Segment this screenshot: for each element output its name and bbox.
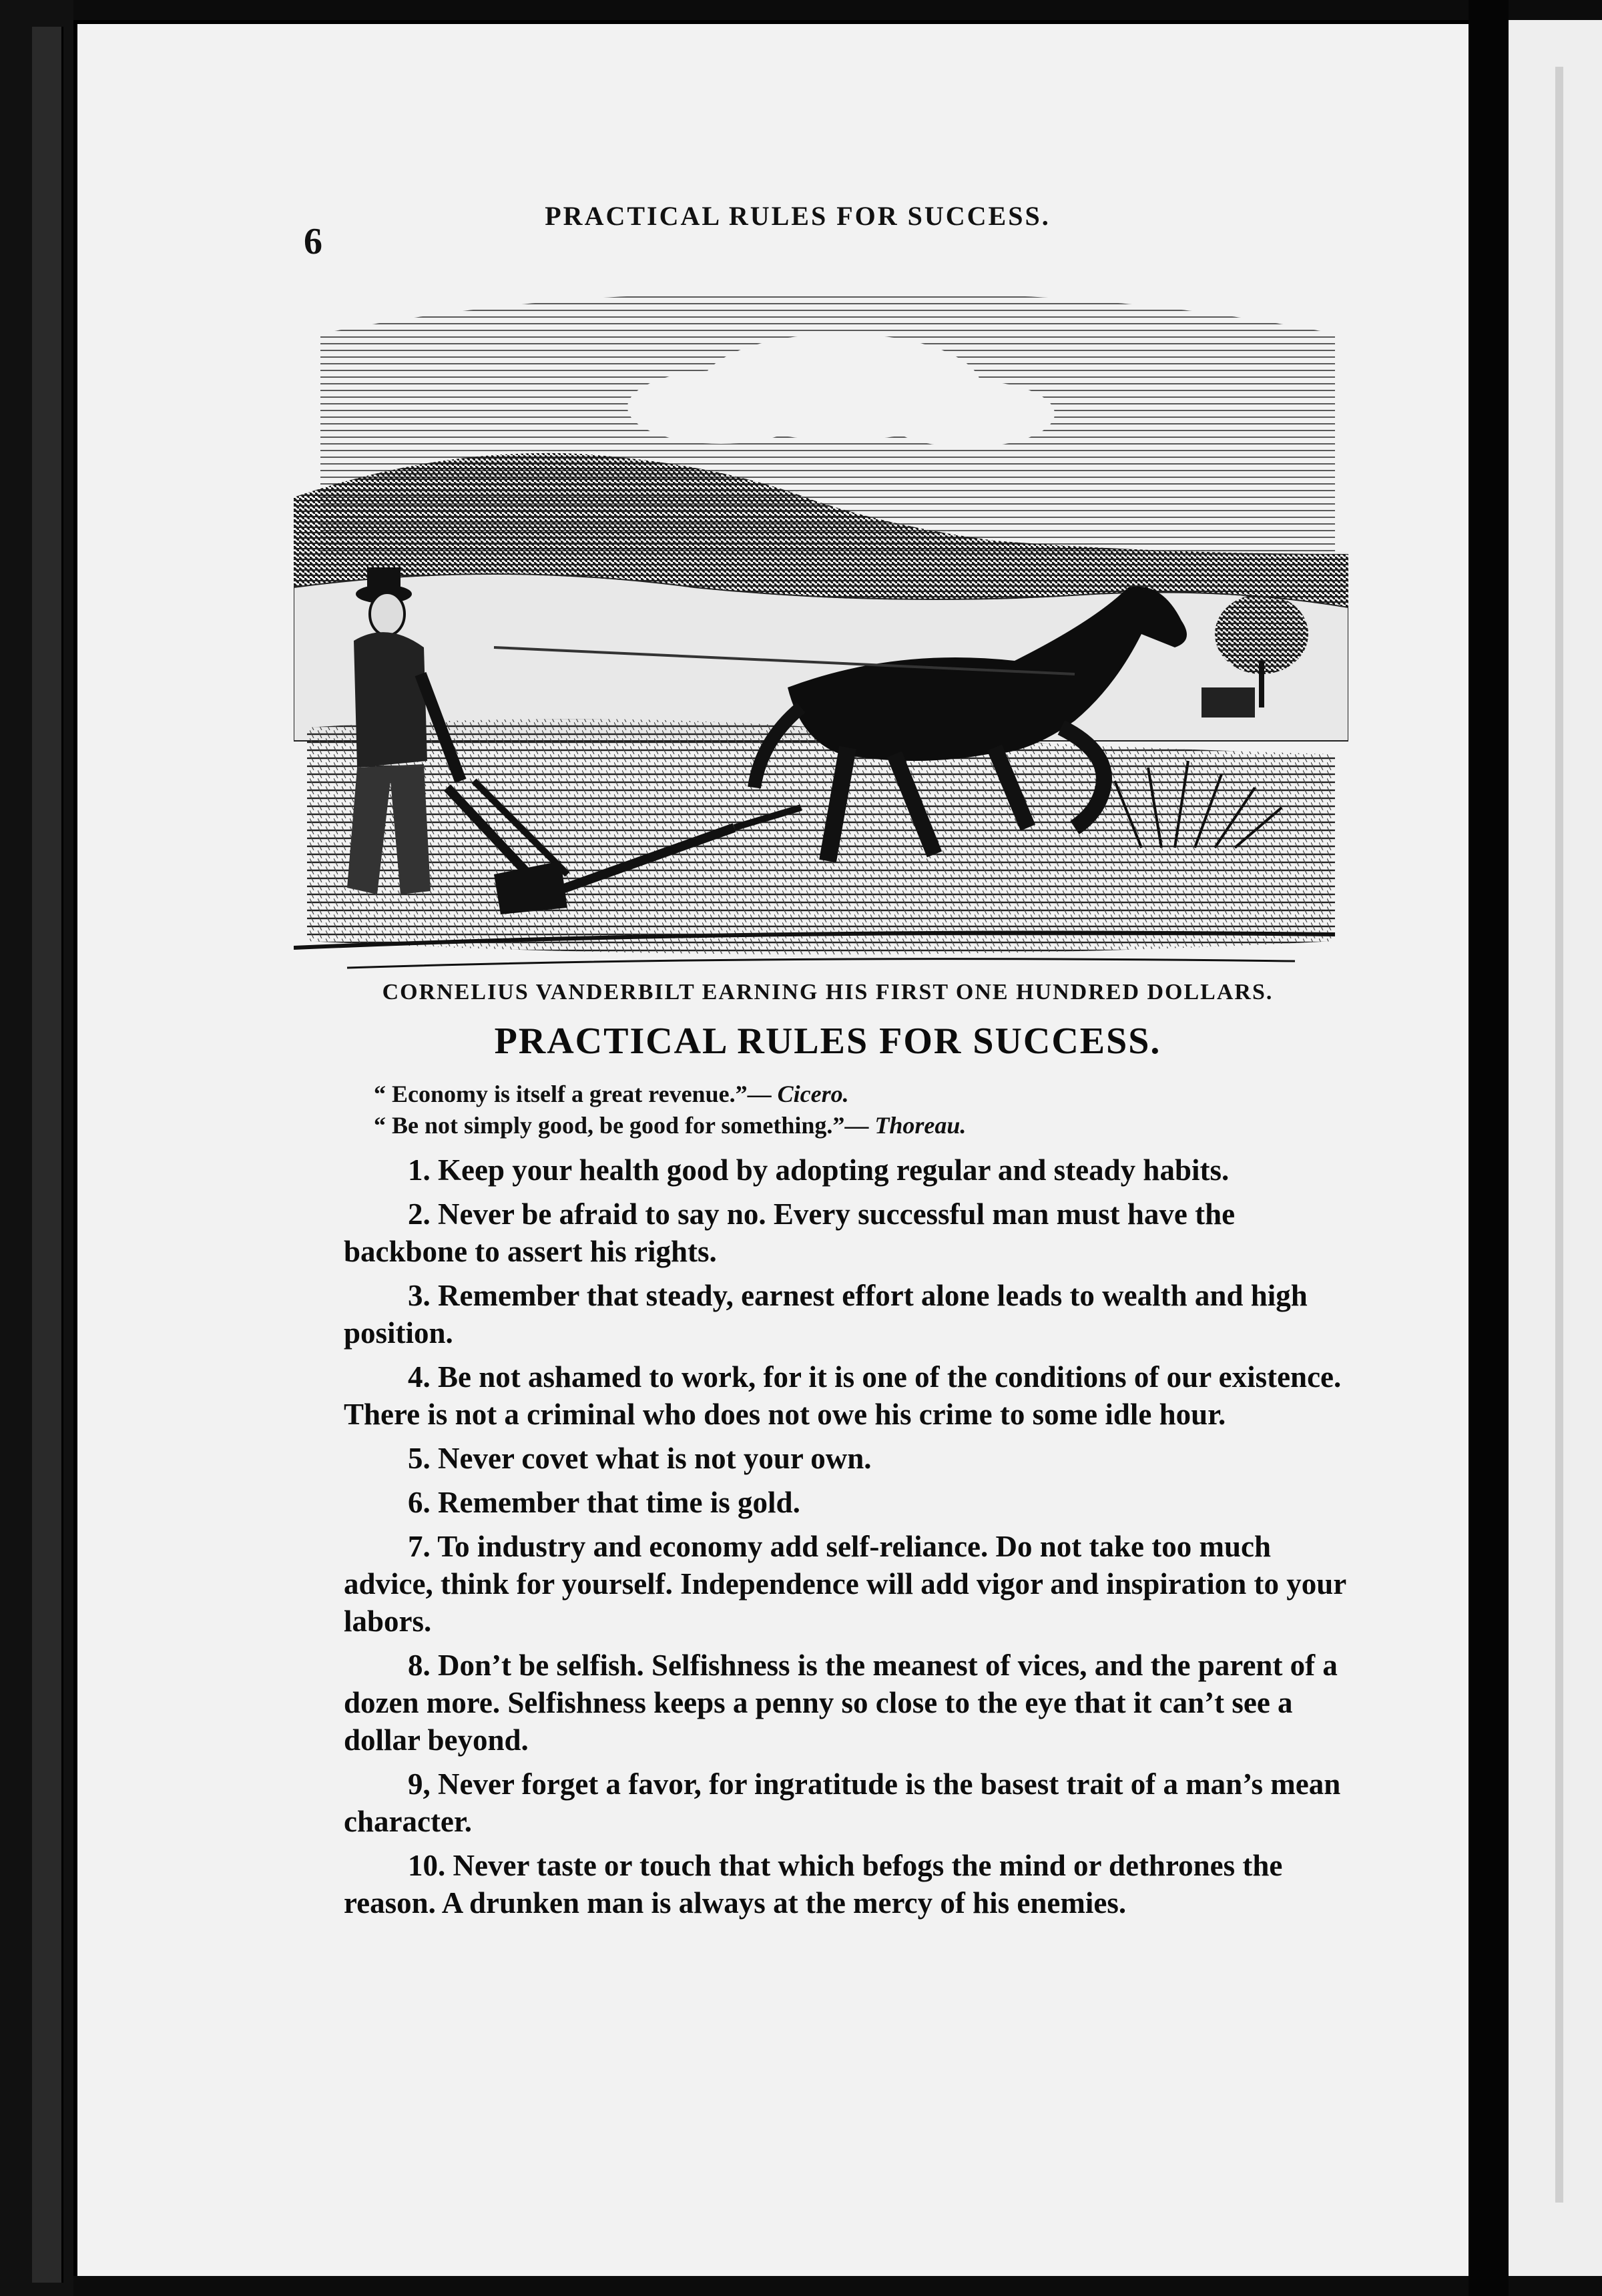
rule-text: Never be afraid to say no. Every successful man must have the backbone to assert his rights. — [344, 1197, 1236, 1268]
rule-number: 7. — [408, 1530, 431, 1563]
rule-text: Never forget a favor, for ingratitude is the basest trait of a man’s mean character. — [344, 1767, 1341, 1838]
facing-page-fold — [1555, 67, 1563, 2203]
rule-text: Keep your health good by adopting regular and steady habits. — [438, 1153, 1230, 1187]
rule-item — [344, 1484, 1358, 1521]
rule-number: 4. — [408, 1360, 431, 1394]
epigraph-quote: “ Economy is itself a great revenue.”— — [374, 1081, 772, 1107]
rule-number: 10. — [408, 1849, 446, 1882]
rules-list — [344, 1151, 1358, 1928]
rule-number: 9, — [408, 1767, 431, 1801]
page-number: 6 — [304, 221, 322, 262]
rule-text: Remember that time is gold. — [438, 1486, 800, 1519]
rule-text: Never taste or touch that which befogs the mind or dethrones the reason. A drunken man is always at the mercy of his enemies. — [344, 1849, 1283, 1920]
field — [307, 719, 1335, 954]
rule-number: 6. — [408, 1486, 431, 1519]
rule-item — [344, 1151, 1358, 1189]
epigraph-author: Thoreau. — [874, 1112, 967, 1139]
section-title: PRACTICAL RULES FOR SUCCESS. — [494, 1021, 1161, 1062]
rule-number: 1. — [408, 1153, 431, 1187]
rule-item — [344, 1358, 1358, 1433]
epigraph — [374, 1111, 1335, 1139]
rule-text: Remember that steady, earnest effort alone leads to wealth and high position. — [344, 1279, 1308, 1350]
engraving-illustration — [294, 274, 1348, 981]
rule-item — [344, 1528, 1358, 1640]
rule-text: Never covet what is not your own. — [438, 1442, 872, 1475]
page-gutter — [1468, 0, 1509, 2296]
illustration-caption: CORNELIUS VANDERBILT EARNING HIS FIRST ONE HUNDRED DOLLARS. — [382, 980, 1274, 1005]
farmhouse — [1202, 687, 1255, 718]
cloud — [627, 370, 814, 444]
epigraph — [374, 1080, 1335, 1108]
rule-number: 2. — [408, 1197, 431, 1231]
rule-item — [344, 1847, 1358, 1922]
rule-item — [344, 1195, 1358, 1270]
running-head: PRACTICAL RULES FOR SUCCESS. — [545, 201, 1051, 231]
rule-item — [344, 1647, 1358, 1759]
rule-text: Be not ashamed to work, for it is one of the conditions of our existence. There is not a criminal who does not owe his crime to some idle hour. — [344, 1360, 1342, 1431]
book-spine-strip — [32, 27, 63, 2283]
rule-item — [344, 1277, 1358, 1352]
rule-item — [344, 1765, 1358, 1840]
cloud — [881, 380, 1055, 447]
rule-number: 5. — [408, 1442, 431, 1475]
furrow — [347, 959, 1295, 968]
rule-text: To industry and economy add self-reliance. Do not take too much advice, think for yourself. Independence will add vigor and inspiration to your labors. — [344, 1530, 1346, 1638]
epigraph-quote: “ Be not simply good, be good for something.”— — [374, 1112, 869, 1139]
rule-number: 3. — [408, 1279, 431, 1312]
epigraph-author: Cicero. — [777, 1081, 849, 1107]
rule-text: Don’t be selfish. Selfishness is the meanest of vices, and the parent of a dozen more. Selfishness keeps a penny so close to the eye that it can’t see a dollar beyond. — [344, 1649, 1338, 1757]
rule-item — [344, 1440, 1358, 1477]
rule-number: 8. — [408, 1649, 431, 1682]
